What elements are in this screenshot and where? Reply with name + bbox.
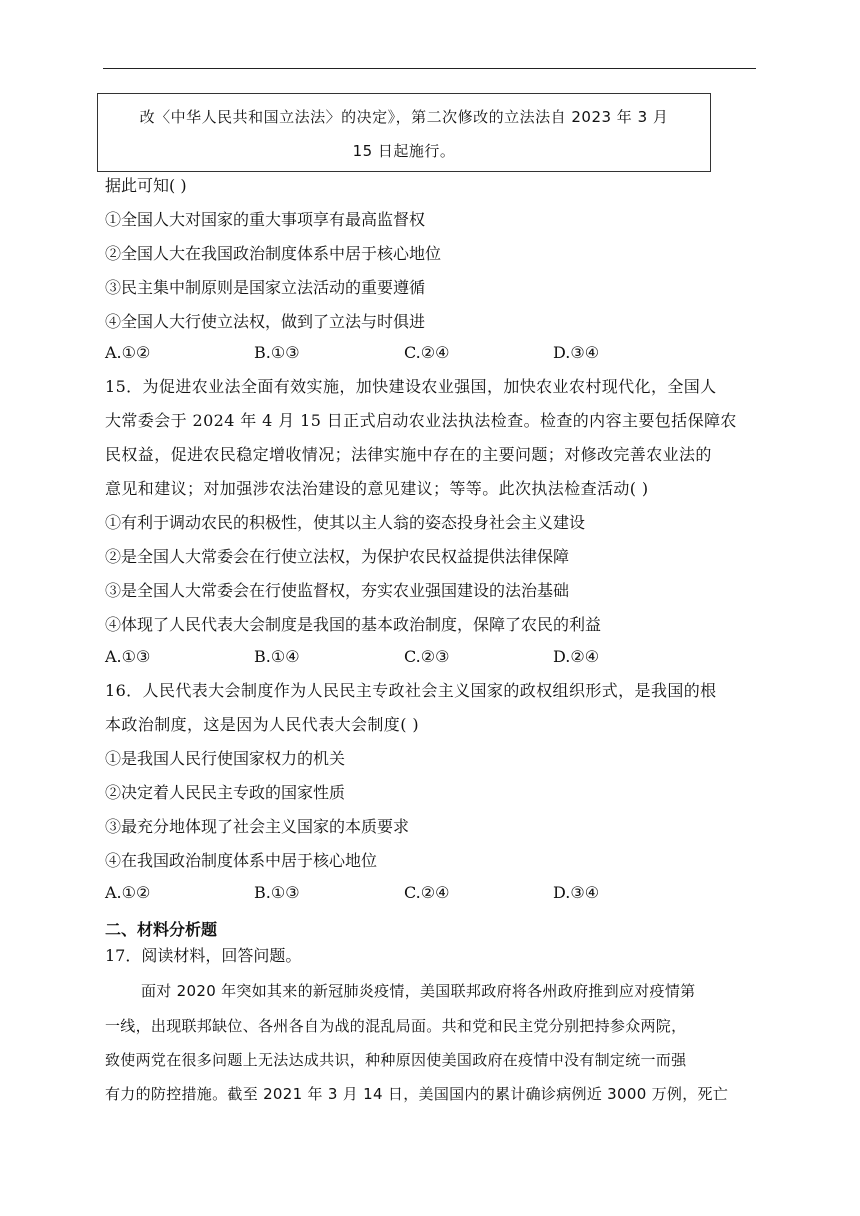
material-line: 15 日起施行。 <box>352 142 456 160</box>
option-d[interactable]: D.③④ <box>553 883 600 902</box>
q15-stem-line: 民权益，促进农民稳定增收情况；法律实施中存在的主要问题；对修改完善农业法的 <box>105 445 712 464</box>
q16-options <box>105 883 665 903</box>
q16-item: ④在我国政治制度体系中居于核心地位 <box>105 851 378 870</box>
option-d[interactable]: D.②④ <box>553 647 600 666</box>
paragraph-line: 有力的防控措施。截至 2021 年 3 月 14 日，美国国内的累计确诊病例近 3000 万例，死亡 <box>105 1085 729 1103</box>
material-line: 改〈中华人民共和国立法法〉的决定》，第二次修改的立法法自 2023 年 3 月 <box>139 108 669 126</box>
header-rule <box>103 68 756 69</box>
option-c[interactable]: C.②④ <box>404 343 450 362</box>
q15-item: ②是全国人大常委会在行使立法权，为保护农民权益提供法律保障 <box>105 547 570 566</box>
q16-item: ①是我国人民行使国家权力的机关 <box>105 749 346 768</box>
paragraph-line: 一线，出现联邦缺位、各州各自为战的混乱局面。共和党和民主党分别把持参众两院， <box>105 1017 687 1035</box>
paragraph-line: 面对 2020 年突如其来的新冠肺炎疫情，美国联邦政府将各州政府推到应对疫情第 <box>141 982 696 1000</box>
q14-item: ④全国人大行使立法权，做到了立法与时俱进 <box>105 312 426 331</box>
q15-stem-line: 15．为促进农业法全面有效实施，加快建设农业强国，加快农业农村现代化，全国人 <box>105 377 717 396</box>
paragraph-line: 致使两党在很多问题上无法达成共识，种种原因使美国政府在疫情中没有制定统一而强 <box>105 1051 687 1069</box>
option-a[interactable]: A.①② <box>105 343 151 362</box>
section-title: 二、材料分析题 <box>105 920 218 939</box>
q15-stem-line: 大常委会于 2024 年 4 月 15 日正式启动农业法执法检查。检查的内容主要包括保障农 <box>105 411 737 430</box>
q15-item: ①有利于调动农民的积极性，使其以主人翁的姿态投身社会主义建设 <box>105 513 586 532</box>
q17-stem: 17．阅读材料，回答问题。 <box>105 946 302 965</box>
option-d[interactable]: D.③④ <box>553 343 600 362</box>
q16-item: ③最充分地体现了社会主义国家的本质要求 <box>105 817 410 836</box>
q16-item: ②决定着人民民主专政的国家性质 <box>105 783 346 802</box>
q14-item: ②全国人大在我国政治制度体系中居于核心地位 <box>105 244 442 263</box>
option-b[interactable]: B.①④ <box>254 647 300 666</box>
q15-stem-line: 意见和建议；对加强涉农法治建设的意见建议；等等。此次执法检查活动( ) <box>105 479 649 498</box>
q16-stem-line: 16．人民代表大会制度作为人民民主专政社会主义国家的政权组织形式，是我国的根 <box>105 681 717 700</box>
q14-item: ③民主集中制原则是国家立法活动的重要遵循 <box>105 278 426 297</box>
option-a[interactable]: A.①③ <box>105 647 151 666</box>
q14-item: ①全国人大对国家的重大事项享有最高监督权 <box>105 210 426 229</box>
option-b[interactable]: B.①③ <box>254 883 300 902</box>
q15-item: ④体现了人民代表大会制度是我国的基本政治制度，保障了农民的利益 <box>105 615 602 634</box>
q14-options <box>105 343 665 363</box>
option-c[interactable]: C.②③ <box>404 647 450 666</box>
option-c[interactable]: C.②④ <box>404 883 450 902</box>
q16-stem-line: 本政治制度，这是因为人民代表大会制度( ) <box>105 715 419 734</box>
q15-item: ③是全国人大常委会在行使监督权，夯实农业强国建设的法治基础 <box>105 581 570 600</box>
option-a[interactable]: A.①② <box>105 883 151 902</box>
q15-options <box>105 647 665 667</box>
option-b[interactable]: B.①③ <box>254 343 300 362</box>
q14-stem: 据此可知( ) <box>105 176 187 195</box>
material-box <box>97 93 711 172</box>
